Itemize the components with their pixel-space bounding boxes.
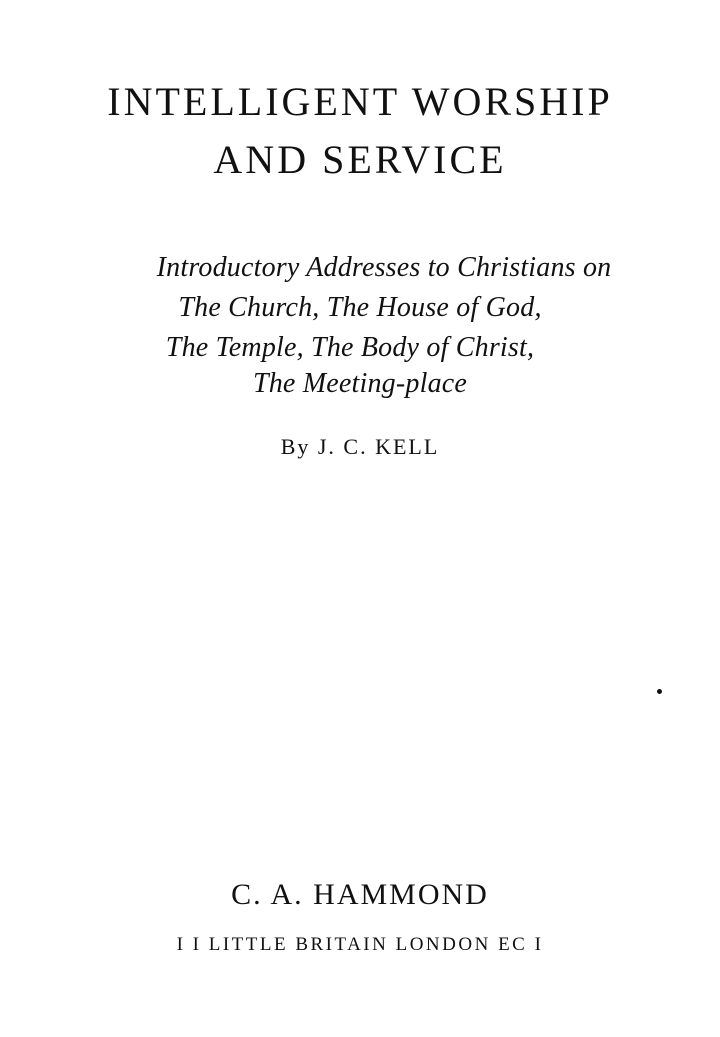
ink-speck xyxy=(657,689,662,694)
subtitle-line-4: The Meeting-place xyxy=(252,368,468,399)
author-line: By J. C. KELL xyxy=(280,434,440,459)
book-title-line-2: AND SERVICE xyxy=(213,137,507,182)
book-title-line-1: INTELLIGENT WORSHIP xyxy=(107,79,613,124)
publisher-address: I I LITTLE BRITAIN LONDON EC I xyxy=(176,934,544,955)
subtitle-line-2: The Church, The House of God, xyxy=(178,292,542,323)
publisher-name: C. A. HAMMOND xyxy=(231,878,489,911)
subtitle-line-1: Introductory Addresses to Christians on xyxy=(156,252,612,283)
subtitle-line-3: The Temple, The Body of Christ, xyxy=(165,332,535,363)
